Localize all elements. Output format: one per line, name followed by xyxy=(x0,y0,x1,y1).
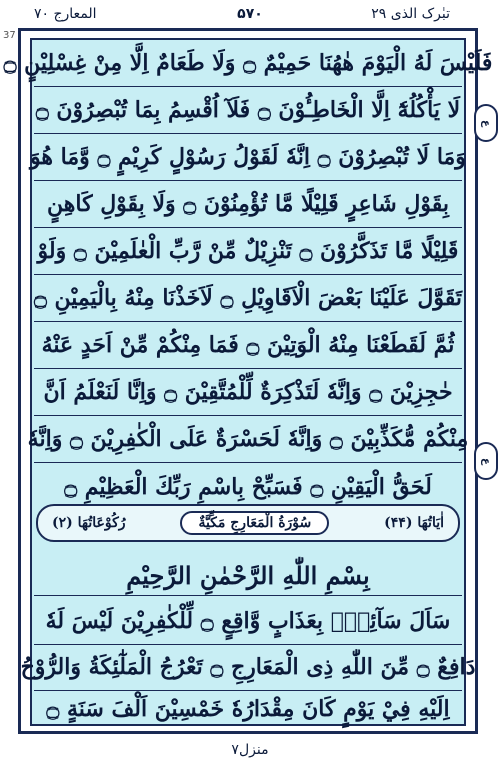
text-line: لَحَقُّ الْيَقِيْنِ ۝ فَسَبِّحْ بِاسْمِ رَبِّكَ الْعَظِيْمِ ۝ xyxy=(64,473,432,500)
corner-mark: 37 xyxy=(3,30,16,41)
ruku-marker-icon: ع xyxy=(474,442,498,480)
manzil-footer: منزل۷ xyxy=(231,742,269,758)
text-line: اِلَيْهِ فِيْ يَوْمٍ كَانَ مِقْدَارُهٗ خَمْسِيْنَ اَلْفَ سَنَةٍ ۝ xyxy=(46,696,450,722)
text-line: بِقَوْلِ شَاعِرٍ قَلِيْلًا مَّا تُؤْمِنُوْنَ ۝ وَلَا بِقَوْلِ كَاهِنٍ xyxy=(34,181,462,228)
text-line: دَافِعٌ ۝ مِّنَ اللّٰهِ ذِى الْمَعَارِجِ ۝ تَعْرُجُ الْمَلٰٓئِكَةُ وَالرُّوْحُ xyxy=(34,644,462,691)
page-number: ۵۷۰ xyxy=(237,6,263,22)
page-header xyxy=(0,0,500,26)
text-line: ثُمَّ لَقَطَعْنَا مِنْهُ الْوَتِيْنَ ۝ فَمَا مِنْكُمْ مِّنْ اَحَدٍ عَنْهُ xyxy=(34,322,462,369)
ruku-marker-icon: ع xyxy=(474,104,498,142)
text-line: قَلِيْلًا مَّا تَذَكَّرُوْنَ ۝ تَنْزِيْلٌ مِّنْ رَّبِّ الْعٰلَمِيْنَ ۝ وَلَوْ xyxy=(34,228,462,275)
bismillah: بِسْمِ اللّٰهِ الرَّحْمٰنِ الرَّحِيْمِ xyxy=(34,556,462,596)
ayat-count: اٰيَاتُهَا (۴۴) xyxy=(384,515,444,531)
text-line: سَاَلَ سَآئِلٌۢ بِعَذَابٍ وَّاقِعٍ ۝ لِّلْكٰفِرِيْنَ لَيْسَ لَهٗ xyxy=(34,598,462,645)
surah-header-banner xyxy=(36,504,460,542)
text-line: حٰجِزِيْنَ ۝ وَاِنَّهٗ لَتَذْكِرَةٌ لِّلْمُتَّقِيْنَ ۝ وَاِنَّا لَنَعْلَمُ اَنَّ xyxy=(34,369,462,416)
text-line: تَقَوَّلَ عَلَيْنَا بَعْضَ الْاَقَاوِيْلِ ۝ لَاَخَذْنَا مِنْهُ بِالْيَمِيْنِ ۝ xyxy=(34,275,462,322)
text-line: لَا يَأْكُلُهٗٓ اِلَّا الْخَاطِـُٔوْنَ ۝ فَلَآ اُقْسِمُ بِمَا تُبْصِرُوْنَ ۝ xyxy=(34,87,462,134)
text-line: وَمَا لَا تُبْصِرُوْنَ ۝ اِنَّهٗ لَقَوْلُ رَسُوْلٍ كَرِيْمٍ ۝ وَّمَا هُوَ xyxy=(34,134,462,181)
text-line: فَلَيْسَ لَهُ الْيَوْمَ هٰهُنَا حَمِيْمٌ ۝ وَلَا طَعَامٌ اِلَّا مِنْ غِسْلِيْنٍ ۝ xyxy=(34,40,462,87)
surah-title: سُوْرَةُ الْمَعَارِجِ مَكِّيَّةٌ xyxy=(180,511,329,535)
juz-name-header: تبٰرک الذی ۲۹ xyxy=(371,6,450,22)
surah-name-header: المعارج ۷۰ xyxy=(34,6,97,22)
text-line: مِنْكُمْ مُّكَذِّبِيْنَ ۝ وَاِنَّهٗ لَحَسْرَةٌ عَلَى الْكٰفِرِيْنَ ۝ وَاِنَّهٗ xyxy=(34,416,462,463)
ruku-count: رُكُوْعَاتُهَا (۲) xyxy=(52,515,126,531)
